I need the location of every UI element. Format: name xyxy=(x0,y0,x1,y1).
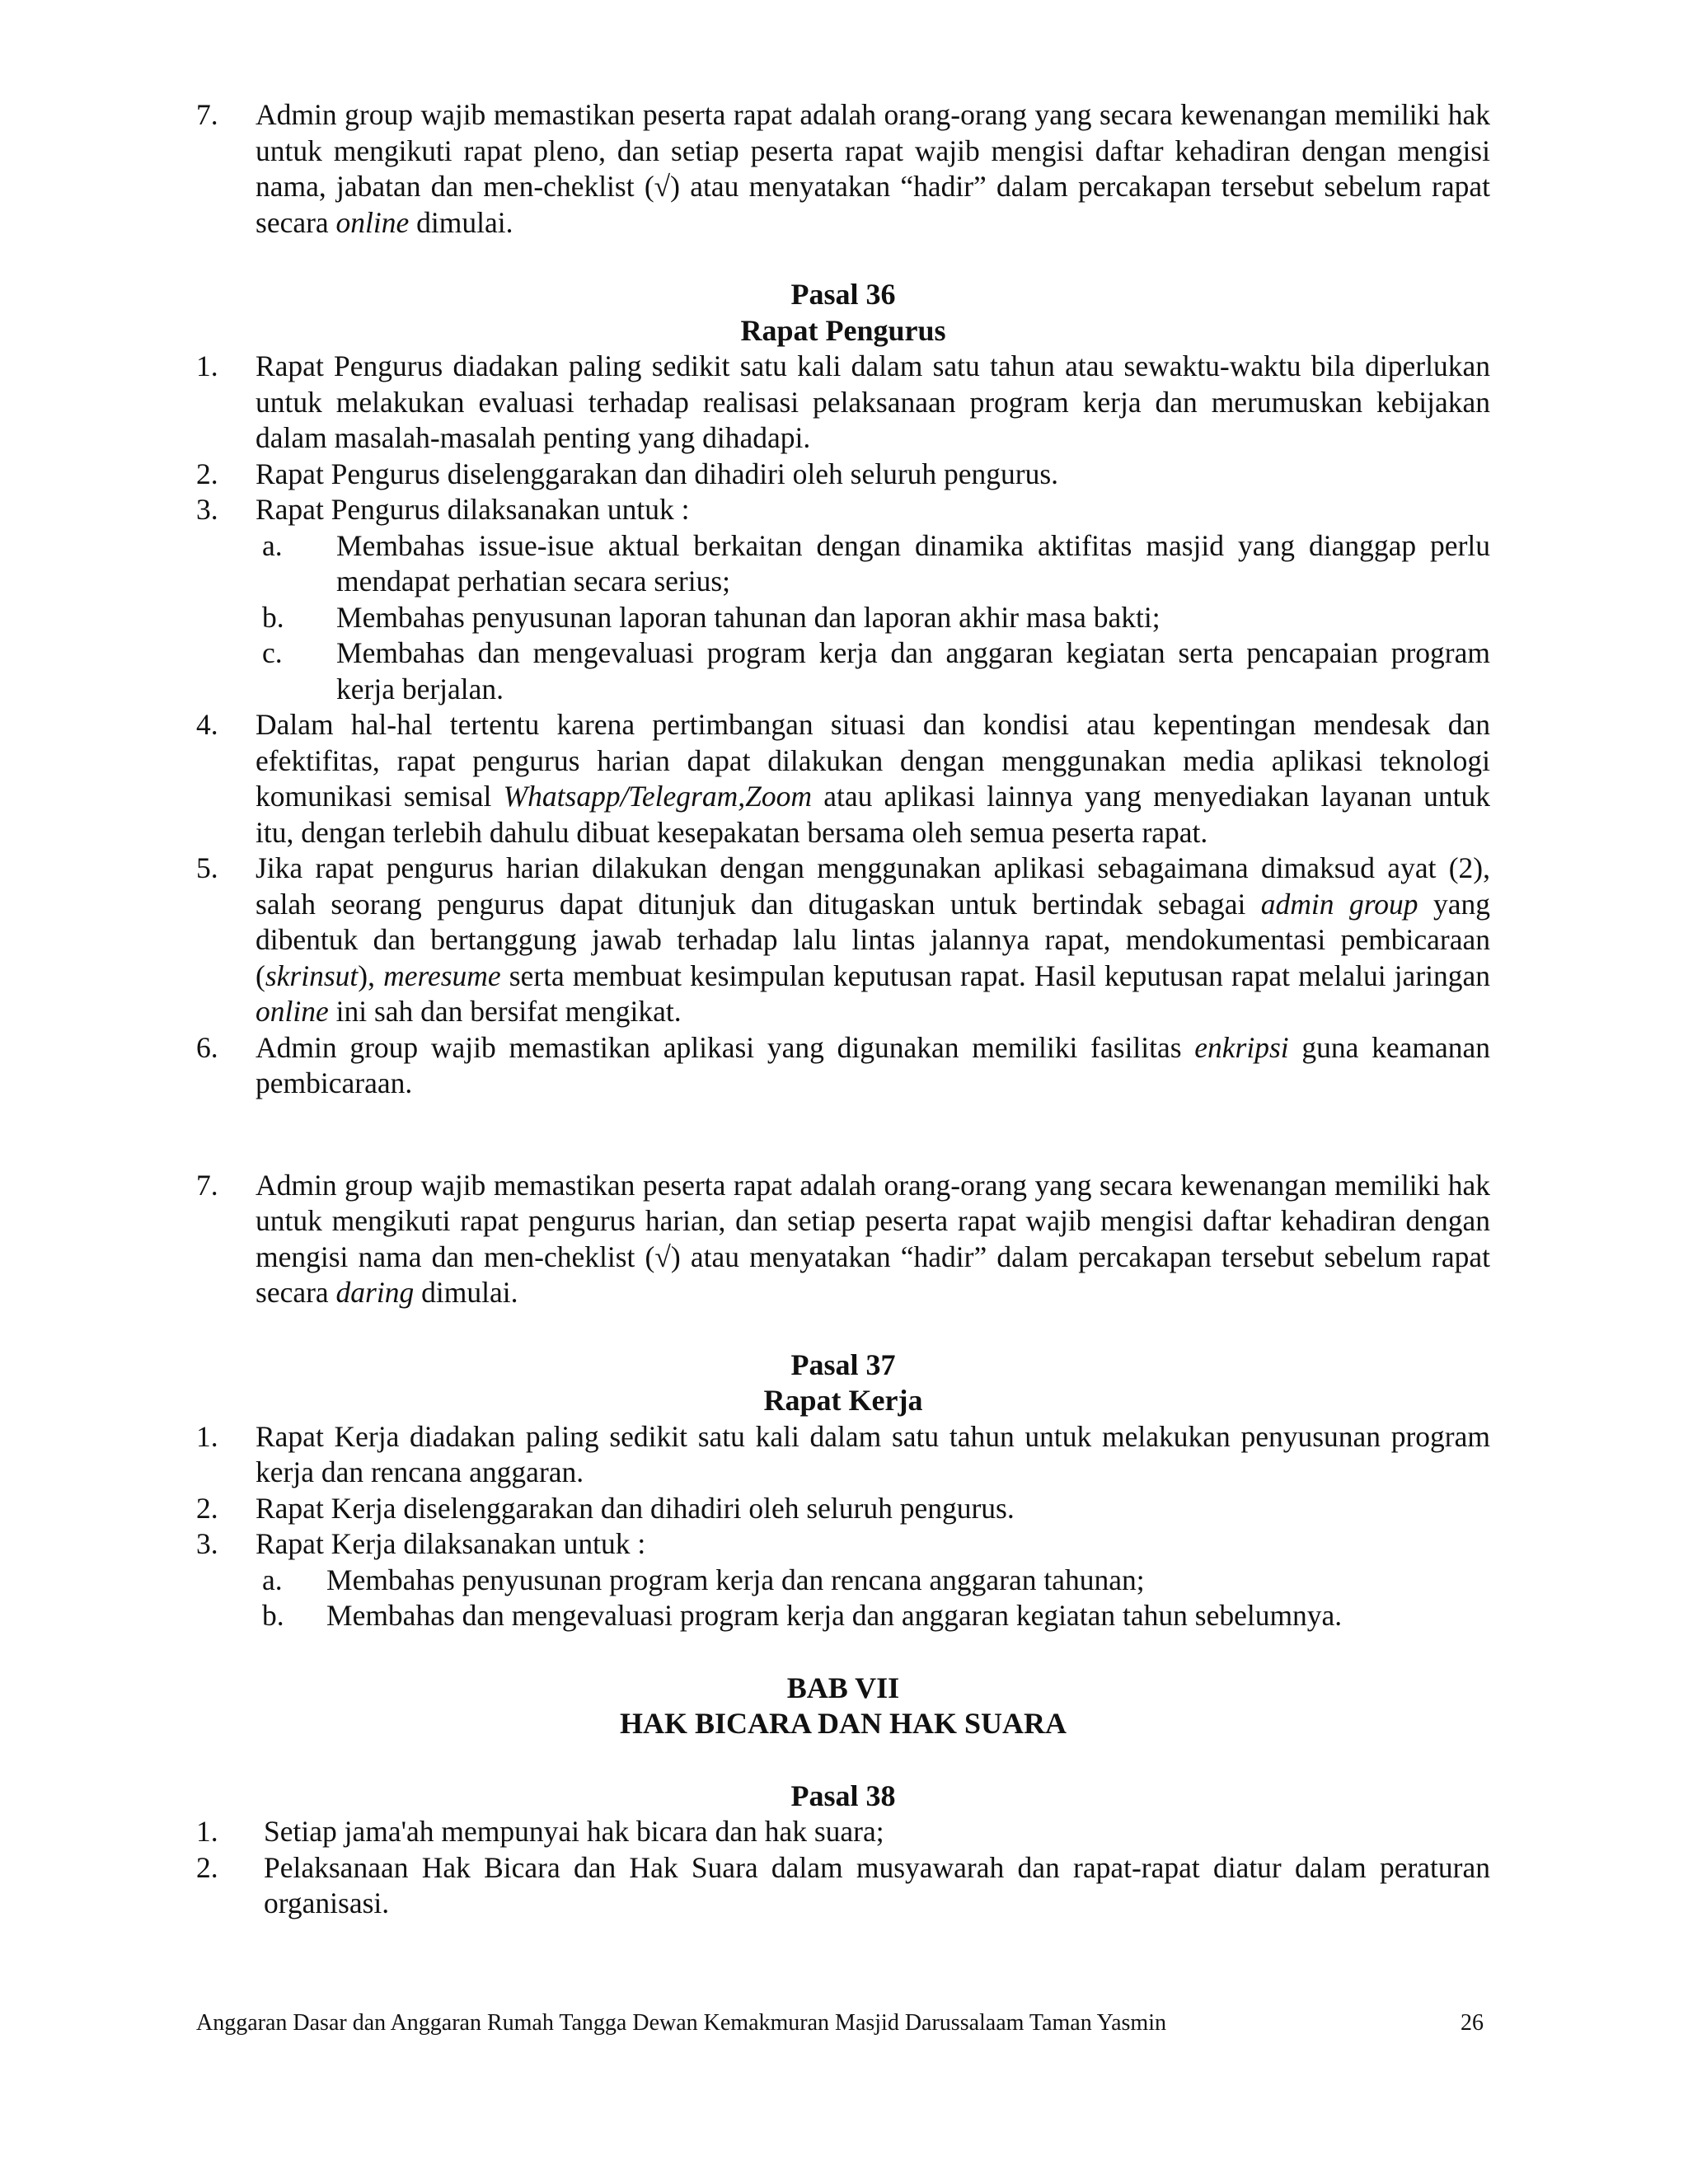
pasal37-subtitle: Rapat Kerja xyxy=(763,1384,923,1417)
page-number: 26 xyxy=(1461,2010,1484,2036)
pasal36-item-4 xyxy=(196,707,1490,851)
item-text: Jika rapat pengurus harian dilakukan dengan menggunakan aplikasi sebagaimana dimaksud ayat (2), salah seorang pengurus dapat ditunjuk dan ditugaskan untuk bertindak sebagai admin group yang dibentuk dan bertanggung jawab terhadap lalu lintas jalannya rapat, mendokumentasi pembicaraan (skrinsut), meresume serta membuat kesimpulan keputusan rapat. Hasil keputusan rapat melalui jaringan online ini sah dan bersifat mengikat. xyxy=(256,851,1490,1028)
page-footer xyxy=(196,2009,1490,2037)
pasal38-title: Pasal 38 xyxy=(790,1779,896,1812)
item-number: 2. xyxy=(196,457,218,490)
pasal38-item-2 xyxy=(196,1850,1490,1922)
sub-letter: a. xyxy=(262,1563,283,1596)
item-text: Rapat Kerja diadakan paling sedikit satu kali dalam satu tahun untuk melakukan penyusunan program kerja dan rencana anggaran. xyxy=(256,1419,1490,1488)
item-text: Rapat Pengurus dilaksanakan untuk : xyxy=(256,493,690,526)
item-number: 4. xyxy=(196,708,218,741)
sub-text: Membahas penyusunan laporan tahunan dan laporan akhir masa bakti; xyxy=(336,600,1160,634)
sub-text: Membahas issue-isue aktual berkaitan dengan dinamika aktifitas masjid yang dianggap perlu mendapat perhatian secara serius; xyxy=(336,528,1490,598)
sub-text: Membahas dan mengevaluasi program kerja dan anggaran kegiatan tahun sebelumnya. xyxy=(326,1599,1343,1632)
item-number: 3. xyxy=(196,493,218,526)
bab7-subtitle: HAK BICARA DAN HAK SUARA xyxy=(619,1707,1067,1740)
item-number: 3. xyxy=(196,1527,218,1560)
sub-text: Membahas dan mengevaluasi program kerja dan anggaran kegiatan serta pencapaian program kerja berjalan. xyxy=(336,636,1490,705)
pasal37-item-3 xyxy=(196,1526,1490,1563)
pasal36-subtitle: Rapat Pengurus xyxy=(740,313,946,347)
pasal36-item-3b xyxy=(196,600,1490,636)
sub-letter: a. xyxy=(262,528,283,562)
sub-letter: b. xyxy=(262,600,284,634)
pasal36-item-5 xyxy=(196,851,1490,1030)
pasal37-item-1 xyxy=(196,1419,1490,1491)
pasal37-item-2 xyxy=(196,1491,1490,1527)
item-number: 5. xyxy=(196,851,218,884)
item-text: Rapat Kerja diselenggarakan dan dihadiri oleh seluruh pengurus. xyxy=(256,1491,1015,1525)
pasal37-title: Pasal 37 xyxy=(790,1347,896,1381)
footer-text: Anggaran Dasar dan Anggaran Rumah Tangga Dewan Kemakmuran Masjid Darussalaam Taman Yasmin xyxy=(196,2010,1166,2036)
pasal36-title: Pasal 36 xyxy=(790,278,896,311)
document-page xyxy=(196,97,1490,1922)
sub-text: Membahas penyusunan program kerja dan rencana anggaran tahunan; xyxy=(326,1563,1145,1596)
item-number: 1. xyxy=(196,1419,218,1453)
sub-letter: c. xyxy=(262,636,283,669)
pasal36-item-3a xyxy=(196,528,1490,600)
pasal36-item-1 xyxy=(196,349,1490,457)
bab7-title: BAB VII xyxy=(786,1671,900,1704)
pasal36-item-6 xyxy=(196,1030,1490,1102)
item-number: 6. xyxy=(196,1030,218,1064)
item-text: Rapat Pengurus diadakan paling sedikit satu kali dalam satu tahun atau sewaktu-waktu bila diperlukan untuk melakukan evaluasi terhadap realisasi pelaksanaan program kerja dan merumuskan kebijakan dalam masalah-masalah penting yang dihadapi. xyxy=(256,349,1490,454)
pasal38-item-1 xyxy=(196,1814,1490,1850)
pasal36-item-7 xyxy=(196,1168,1490,1311)
item-text: Admin group wajib memastikan peserta rapat adalah orang-orang yang secara kewenangan memiliki hak untuk mengikuti rapat pleno, dan setiap peserta rapat wajib mengisi daftar kehadiran dengan mengisi nama, jabatan dan men-cheklist (√) atau menyatakan “hadir” dalam percakapan tersebut sebelum rapat secara online dimulai. xyxy=(256,98,1490,239)
pasal37-item-3a xyxy=(196,1563,1490,1599)
item-number: 2. xyxy=(196,1850,218,1884)
pasal35-item-7 xyxy=(196,97,1490,241)
item-text: Rapat Kerja dilaksanakan untuk : xyxy=(256,1527,646,1560)
item-text: Admin group wajib memastikan aplikasi yang digunakan memiliki fasilitas enkripsi guna keamanan pembicaraan. xyxy=(256,1030,1490,1099)
item-text: Pelaksanaan Hak Bicara dan Hak Suara dalam musyawarah dan rapat-rapat diatur dalam peraturan organisasi. xyxy=(264,1850,1490,1919)
item-text: Dalam hal-hal tertentu karena pertimbangan situasi dan kondisi atau kepentingan mendesak dan efektifitas, rapat pengurus harian dapat dilakukan dengan menggunakan media aplikasi teknologi komunikasi semisal Whatsapp/Telegram,Zoom atau aplikasi lainnya yang menyediakan layanan untuk itu, dengan terlebih dahulu dibuat kesepakatan bersama oleh semua peserta rapat. xyxy=(256,708,1490,849)
item-number: 2. xyxy=(196,1491,218,1525)
item-number: 7. xyxy=(196,98,218,131)
item-text: Rapat Pengurus diselenggarakan dan dihadiri oleh seluruh pengurus. xyxy=(256,457,1059,490)
item-text: Admin group wajib memastikan peserta rapat adalah orang-orang yang secara kewenangan memiliki hak untuk mengikuti rapat pengurus harian, dan setiap peserta rapat wajib mengisi daftar kehadiran dengan mengisi nama dan men-cheklist (√) atau menyatakan “hadir” dalam percakapan tersebut sebelum rapat secara daring dimulai. xyxy=(256,1168,1490,1309)
item-number: 7. xyxy=(196,1168,218,1202)
pasal37-item-3b xyxy=(196,1598,1490,1634)
item-text: Setiap jama'ah mempunyai hak bicara dan hak suara; xyxy=(264,1815,884,1848)
sub-letter: b. xyxy=(262,1599,284,1632)
pasal36-item-3c xyxy=(196,635,1490,707)
pasal36-item-3 xyxy=(196,492,1490,528)
item-number: 1. xyxy=(196,349,218,382)
item-number: 1. xyxy=(196,1815,218,1848)
pasal36-item-2 xyxy=(196,457,1490,493)
